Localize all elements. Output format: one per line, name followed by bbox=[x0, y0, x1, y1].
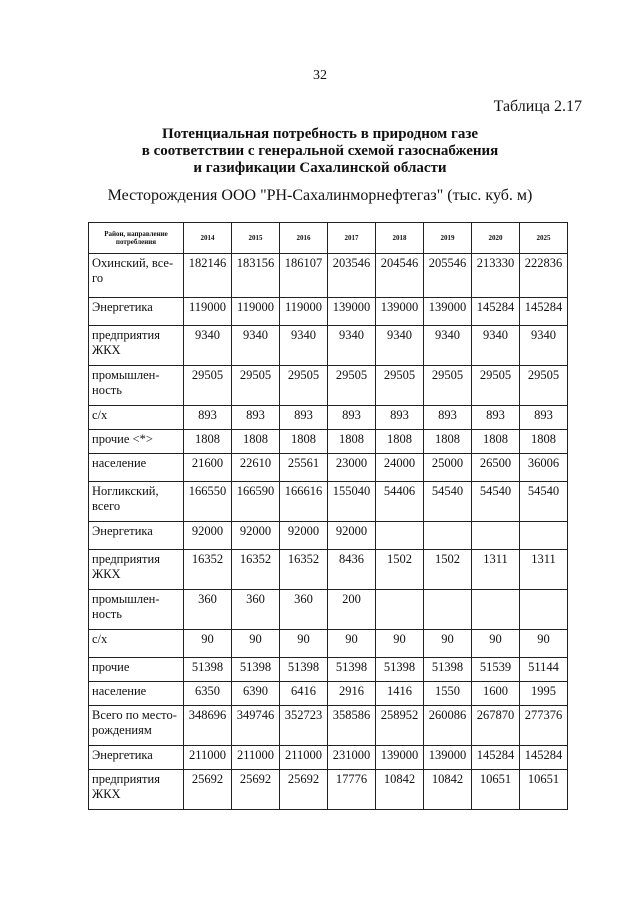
table-row bbox=[89, 454, 568, 482]
table-cell: 25692 bbox=[184, 770, 232, 810]
table-cell: 92000 bbox=[232, 522, 280, 550]
table-cell bbox=[520, 590, 568, 630]
gas-demand-table bbox=[88, 222, 568, 810]
table-cell: 139000 bbox=[376, 746, 424, 770]
header-year: 2017 bbox=[328, 223, 376, 254]
row-label: с/х bbox=[89, 630, 184, 658]
table-cell bbox=[376, 590, 424, 630]
table-cell: 1995 bbox=[520, 682, 568, 706]
table-cell: 51398 bbox=[376, 658, 424, 682]
row-label: прочие bbox=[89, 658, 184, 682]
table-cell: 51398 bbox=[328, 658, 376, 682]
table-cell: 29505 bbox=[424, 366, 472, 406]
table-cell: 10651 bbox=[520, 770, 568, 810]
row-label: Всего по место-рождениям bbox=[89, 706, 184, 746]
table-cell: 200 bbox=[328, 590, 376, 630]
table-cell: 25561 bbox=[280, 454, 328, 482]
table-cell: 29505 bbox=[376, 366, 424, 406]
header-year: 2018 bbox=[376, 223, 424, 254]
table-row bbox=[89, 590, 568, 630]
table-cell: 16352 bbox=[232, 550, 280, 590]
table-cell: 145284 bbox=[520, 746, 568, 770]
table-cell: 51144 bbox=[520, 658, 568, 682]
table-cell: 29505 bbox=[328, 366, 376, 406]
row-label: население bbox=[89, 682, 184, 706]
document-title bbox=[0, 126, 640, 177]
row-label: население bbox=[89, 454, 184, 482]
table-cell: 29505 bbox=[472, 366, 520, 406]
table-cell: 349746 bbox=[232, 706, 280, 746]
table-row bbox=[89, 406, 568, 430]
table-cell: 893 bbox=[184, 406, 232, 430]
table-cell: 1808 bbox=[424, 430, 472, 454]
row-label: прочие <*> bbox=[89, 430, 184, 454]
table-row bbox=[89, 630, 568, 658]
table-cell bbox=[424, 590, 472, 630]
table-cell: 119000 bbox=[280, 298, 328, 326]
table-cell: 1808 bbox=[280, 430, 328, 454]
table-cell: 211000 bbox=[280, 746, 328, 770]
table-subtitle: Месторождения ООО "РН-Сахалинморнефтегаз" (тыс. куб. м) bbox=[107, 187, 533, 204]
table-cell: 90 bbox=[280, 630, 328, 658]
table-row bbox=[89, 746, 568, 770]
table-label: Таблица 2.17 bbox=[493, 98, 582, 115]
table-cell: 10842 bbox=[376, 770, 424, 810]
table-cell: 166616 bbox=[280, 482, 328, 522]
table-cell: 54540 bbox=[520, 482, 568, 522]
table-cell: 166590 bbox=[232, 482, 280, 522]
table-cell: 139000 bbox=[424, 298, 472, 326]
table-cell: 139000 bbox=[328, 298, 376, 326]
header-year: 2020 bbox=[472, 223, 520, 254]
table-cell: 1808 bbox=[472, 430, 520, 454]
table-header-row bbox=[89, 223, 568, 254]
header-year: 2015 bbox=[232, 223, 280, 254]
table-cell: 119000 bbox=[184, 298, 232, 326]
table-cell: 9340 bbox=[280, 326, 328, 366]
table-cell: 9340 bbox=[424, 326, 472, 366]
table-cell: 90 bbox=[424, 630, 472, 658]
table-cell: 277376 bbox=[520, 706, 568, 746]
table-cell: 893 bbox=[328, 406, 376, 430]
table-cell: 352723 bbox=[280, 706, 328, 746]
table-cell: 51398 bbox=[424, 658, 472, 682]
table-cell: 21600 bbox=[184, 454, 232, 482]
table-cell: 145284 bbox=[472, 746, 520, 770]
header-year: 2016 bbox=[280, 223, 328, 254]
table-row bbox=[89, 366, 568, 406]
table-cell: 29505 bbox=[280, 366, 328, 406]
table-cell: 92000 bbox=[280, 522, 328, 550]
table-cell: 8436 bbox=[328, 550, 376, 590]
header-category: Район, направление потребления bbox=[89, 223, 184, 254]
table-cell: 90 bbox=[520, 630, 568, 658]
table-cell: 893 bbox=[520, 406, 568, 430]
table-cell: 29505 bbox=[232, 366, 280, 406]
header-year: 2025 bbox=[520, 223, 568, 254]
table-cell: 26500 bbox=[472, 454, 520, 482]
table-cell: 90 bbox=[472, 630, 520, 658]
table-cell: 29505 bbox=[520, 366, 568, 406]
header-year: 2019 bbox=[424, 223, 472, 254]
table-cell: 213330 bbox=[472, 254, 520, 298]
table-cell: 358586 bbox=[328, 706, 376, 746]
table-cell: 231000 bbox=[328, 746, 376, 770]
table-cell: 25692 bbox=[232, 770, 280, 810]
table-cell: 205546 bbox=[424, 254, 472, 298]
table-cell: 1416 bbox=[376, 682, 424, 706]
table-row bbox=[89, 326, 568, 366]
table-cell: 119000 bbox=[232, 298, 280, 326]
table-cell: 186107 bbox=[280, 254, 328, 298]
row-label: Ногликский, всего bbox=[89, 482, 184, 522]
table-cell: 10842 bbox=[424, 770, 472, 810]
table-cell: 1600 bbox=[472, 682, 520, 706]
table-cell: 25692 bbox=[280, 770, 328, 810]
table-row bbox=[89, 482, 568, 522]
table-cell: 54540 bbox=[472, 482, 520, 522]
table-cell: 90 bbox=[232, 630, 280, 658]
table-cell: 145284 bbox=[520, 298, 568, 326]
row-label: промышлен-ность bbox=[89, 590, 184, 630]
table-cell: 92000 bbox=[184, 522, 232, 550]
table-cell: 17776 bbox=[328, 770, 376, 810]
table-cell: 139000 bbox=[424, 746, 472, 770]
table-cell: 182146 bbox=[184, 254, 232, 298]
table-cell: 360 bbox=[280, 590, 328, 630]
table-cell: 348696 bbox=[184, 706, 232, 746]
table-cell: 893 bbox=[232, 406, 280, 430]
row-label: с/х bbox=[89, 406, 184, 430]
table-cell: 1311 bbox=[472, 550, 520, 590]
table-cell: 9340 bbox=[376, 326, 424, 366]
table-cell bbox=[376, 522, 424, 550]
table-cell: 51398 bbox=[184, 658, 232, 682]
header-year: 2014 bbox=[184, 223, 232, 254]
table-cell: 6390 bbox=[232, 682, 280, 706]
table-cell: 893 bbox=[280, 406, 328, 430]
title-line: в соответствии с генеральной схемой газоснабжения bbox=[141, 143, 499, 159]
table-cell: 22610 bbox=[232, 454, 280, 482]
table-cell: 166550 bbox=[184, 482, 232, 522]
table-cell: 258952 bbox=[376, 706, 424, 746]
table-body bbox=[89, 254, 568, 810]
row-label: промышлен-ность bbox=[89, 366, 184, 406]
table-cell: 1808 bbox=[520, 430, 568, 454]
table-cell: 1808 bbox=[232, 430, 280, 454]
table-row bbox=[89, 706, 568, 746]
table-cell: 360 bbox=[184, 590, 232, 630]
table-cell: 203546 bbox=[328, 254, 376, 298]
table-cell: 90 bbox=[328, 630, 376, 658]
row-label: предприятия ЖКХ bbox=[89, 326, 184, 366]
table-cell: 9340 bbox=[184, 326, 232, 366]
table-row bbox=[89, 254, 568, 298]
table-cell: 211000 bbox=[232, 746, 280, 770]
page-number: 32 bbox=[313, 68, 327, 83]
table-cell: 360 bbox=[232, 590, 280, 630]
table-cell: 25000 bbox=[424, 454, 472, 482]
row-label: Энергетика bbox=[89, 298, 184, 326]
table-cell: 2916 bbox=[328, 682, 376, 706]
table-cell: 1502 bbox=[376, 550, 424, 590]
table-cell: 51398 bbox=[280, 658, 328, 682]
table-cell: 6416 bbox=[280, 682, 328, 706]
table-cell: 260086 bbox=[424, 706, 472, 746]
table-cell: 23000 bbox=[328, 454, 376, 482]
table-cell: 10651 bbox=[472, 770, 520, 810]
row-label: предприятия ЖКХ bbox=[89, 550, 184, 590]
table-cell: 9340 bbox=[232, 326, 280, 366]
table-cell bbox=[520, 522, 568, 550]
title-line: и газификации Сахалинской области bbox=[193, 160, 447, 176]
table-cell: 24000 bbox=[376, 454, 424, 482]
table-cell: 51539 bbox=[472, 658, 520, 682]
table-cell: 183156 bbox=[232, 254, 280, 298]
table-cell: 893 bbox=[472, 406, 520, 430]
table-row bbox=[89, 430, 568, 454]
table-cell: 16352 bbox=[280, 550, 328, 590]
table-cell: 893 bbox=[424, 406, 472, 430]
table-cell: 54406 bbox=[376, 482, 424, 522]
table-cell: 1311 bbox=[520, 550, 568, 590]
table-cell bbox=[472, 522, 520, 550]
table-cell: 16352 bbox=[184, 550, 232, 590]
table-cell: 9340 bbox=[520, 326, 568, 366]
table-cell: 9340 bbox=[328, 326, 376, 366]
table-cell: 9340 bbox=[472, 326, 520, 366]
row-label: Энергетика bbox=[89, 746, 184, 770]
table-cell: 6350 bbox=[184, 682, 232, 706]
table-cell: 267870 bbox=[472, 706, 520, 746]
table-cell: 36006 bbox=[520, 454, 568, 482]
table-cell: 51398 bbox=[232, 658, 280, 682]
table-cell: 155040 bbox=[328, 482, 376, 522]
table-cell: 893 bbox=[376, 406, 424, 430]
table-cell: 90 bbox=[184, 630, 232, 658]
table-cell: 29505 bbox=[184, 366, 232, 406]
table-cell: 92000 bbox=[328, 522, 376, 550]
table-cell: 211000 bbox=[184, 746, 232, 770]
row-label: Энергетика bbox=[89, 522, 184, 550]
table-cell bbox=[472, 590, 520, 630]
table-cell: 204546 bbox=[376, 254, 424, 298]
table-row bbox=[89, 298, 568, 326]
table-cell: 90 bbox=[376, 630, 424, 658]
table-row bbox=[89, 682, 568, 706]
table-cell: 222836 bbox=[520, 254, 568, 298]
table-cell: 54540 bbox=[424, 482, 472, 522]
table-cell: 1808 bbox=[376, 430, 424, 454]
table-cell: 1808 bbox=[328, 430, 376, 454]
table-row bbox=[89, 658, 568, 682]
table-cell bbox=[424, 522, 472, 550]
table-cell: 1502 bbox=[424, 550, 472, 590]
table-row bbox=[89, 550, 568, 590]
table-cell: 145284 bbox=[472, 298, 520, 326]
table-row bbox=[89, 522, 568, 550]
table-cell: 1808 bbox=[184, 430, 232, 454]
title-line: Потенциальная потребность в природном газе bbox=[161, 126, 479, 142]
row-label: предприятия ЖКХ bbox=[89, 770, 184, 810]
table-cell: 139000 bbox=[376, 298, 424, 326]
row-label: Охинский, все-го bbox=[89, 254, 184, 298]
table-cell: 1550 bbox=[424, 682, 472, 706]
table-row bbox=[89, 770, 568, 810]
